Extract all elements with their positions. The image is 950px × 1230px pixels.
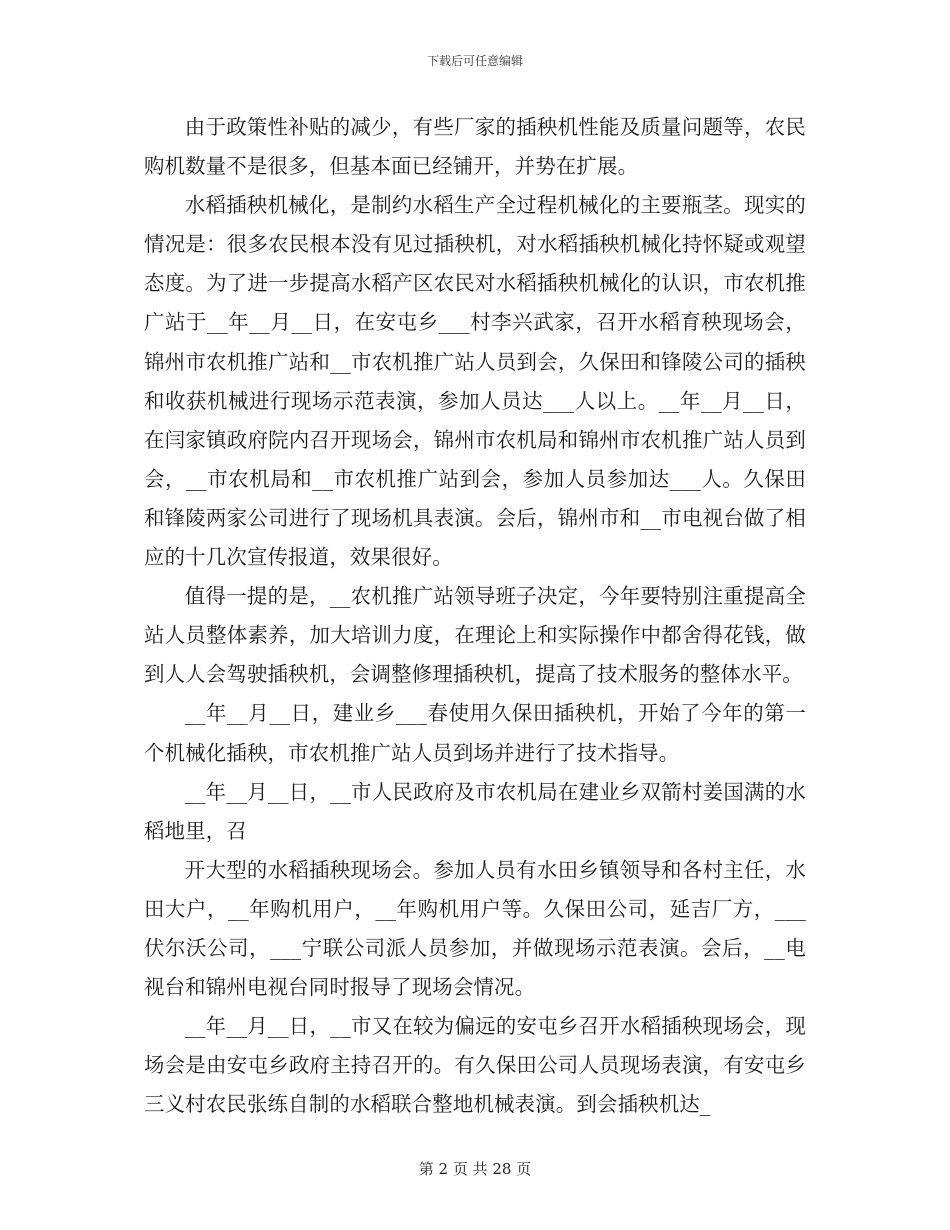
paragraph: __年__月__日，__市人民政府及市农机局在建业乡双箭村姜国满的水稻地里，召 [144, 779, 806, 843]
paragraph: 值得一提的是，__农机推广站领导班子决定，今年要特别注重提高全站人员整体素养，加大培训力度，在理论上和实际操作中都舍得花钱，做到人人会驾驶插秧机，会调整修理插秧机，提高了技术服务的整体水平。 [144, 584, 806, 687]
paragraph: 开大型的水稻插秧现场会。参加人员有水田乡镇领导和各村主任，水田大户，__年购机用户，__年购机用户等。久保田公司，延吉厂方，___伏尔沃公司，___宁联公司派人员参加，并做现场示范表演。会后，__电视台和锦州电视台同时报导了现场会情况。 [144, 857, 806, 1000]
paragraph: __年__月__日，__市又在较为偏远的安屯乡召开水稻插秧现场会，现场会是由安屯乡政府主持召开的。有久保田公司人员现场表演，有安屯乡三义村农民张练自制的水稻联合整地机械表演。到会插秧机达_ [144, 1014, 806, 1117]
paragraph: __年__月__日，建业乡___春使用久保田插秧机，开始了今年的第一个机械化插秧，市农机推广站人员到场并进行了技术指导。 [144, 701, 806, 765]
paragraph: 水稻插秧机械化，是制约水稻生产全过程机械化的主要瓶茎。现实的情况是：很多农民根本没有见过插秧机，对水稻插秧机械化持怀疑或观望态度。为了进一步提高水稻产区农民对水稻插秧机械化的认识，市农机推广站于__年__月__日，在安屯乡___村李兴武家，召开水稻育秧现场会，锦州市农机推广站和__市农机推广站人员到会，久保田和锋陵公司的插秧和收获机械进行现场示范表演，参加人员达___人以上。__年__月__日，在闫家镇政府院内召开现场会，锦州市农机局和锦州市农机推广站人员到会，__市农机局和__市农机推广站到会，参加人员参加达___人。久保田和锋陵两家公司进行了现场机具表演。会后，锦州市和__市电视台做了相应的十几次宣传报道，效果很好。 [144, 193, 806, 570]
paragraph: 由于政策性补贴的减少，有些厂家的插秧机性能及质量问题等，农民购机数量不是很多，但基本面已经铺开，并势在扩展。 [144, 115, 806, 179]
document-body [144, 108, 806, 1124]
page-number: 第 2 页 共 28 页 [418, 1160, 532, 1178]
page-header-note: 下载后可任意编辑 [426, 54, 523, 68]
